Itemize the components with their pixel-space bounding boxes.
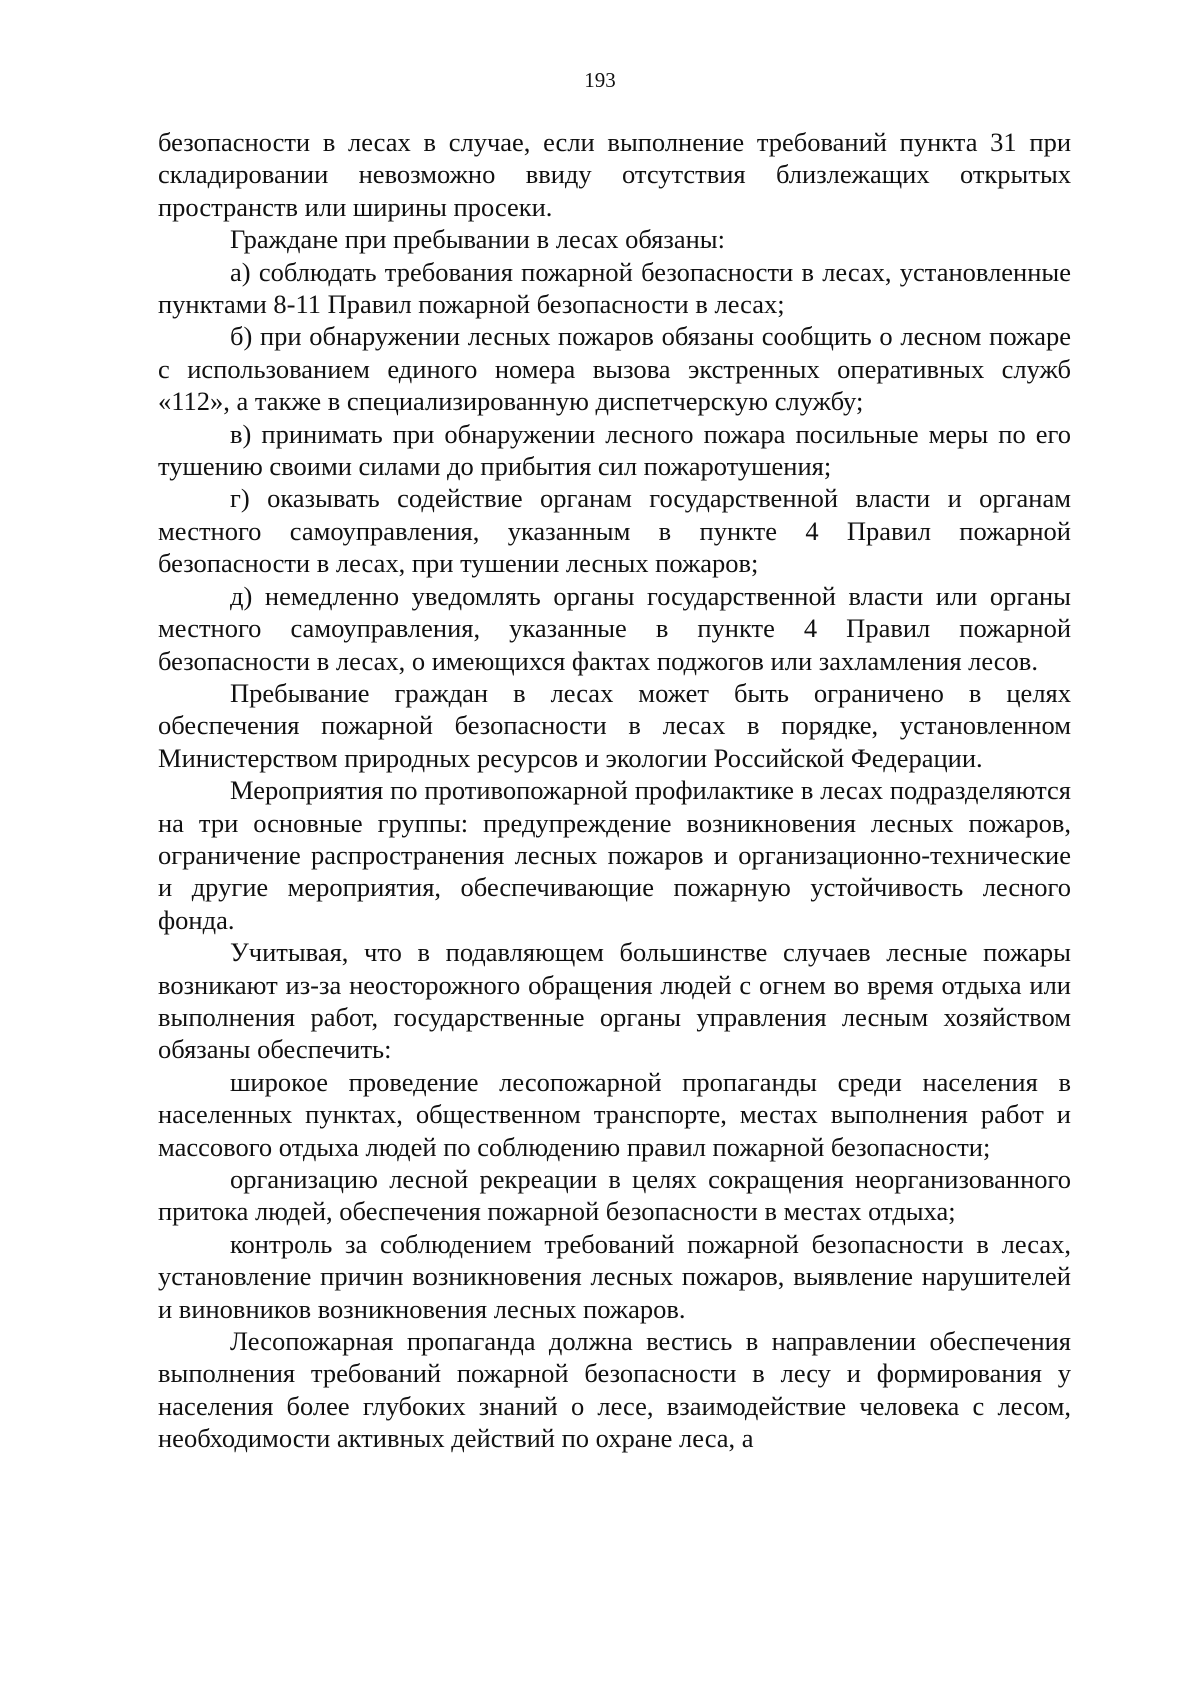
list-item-a: а) соблюдать требования пожарной безопасности в лесах, установленные пунктами 8-11 Правил пожарной безопасности в лесах; (158, 256, 1071, 320)
paragraph-citizens-duties-intro: Граждане при пребывании в лесах обязаны: (230, 224, 725, 255)
paragraph-propaganda: широкое проведение лесопожарной пропаганды среди населения в населенных пунктах, общественном транспорте, местах выполнения работ и массового отдыха людей по соблюдению правил пожарной безопасности; (158, 1066, 1071, 1162)
paragraph-prevention-groups: Мероприятия по противопожарной профилактике в лесах подразделяются на три основные группы: предупреждение возникновения лесных пожаров, ограничение распространения лесных пожаров и организационно-технические и другие мероприятия, обеспечивающие пожарную устойчивость лесного фонда. (158, 775, 1071, 935)
body-text (158, 126, 1071, 1455)
paragraph-propaganda-direction: Лесопожарная пропаганда должна вестись в направлении обеспечения выполнения требований пожарной безопасности в лесу и формирования у населения более глубоких знаний о лесе, взаимодействие человека с лесом, необходимости активных действий по охране леса, а (158, 1326, 1071, 1454)
list-item-v: в) принимать при обнаружении лесного пожара посильные меры по его тушению своими силами до прибытия сил пожаротушения; (158, 418, 1071, 482)
list-item-g: г) оказывать содействие органам государственной власти и органам местного самоуправления, указанным в пункте 4 Правил пожарной безопасности в лесах, при тушении лесных пожаров; (158, 483, 1071, 579)
page-number: 193 (584, 68, 616, 92)
paragraph-authorities-duties: Учитывая, что в подавляющем большинстве случаев лесные пожары возникают из-за неосторожного обращения людей с огнем во время отдыха или выполнения работ, государственные органы управления лесным хозяйством обязаны обеспечить: (158, 937, 1071, 1065)
list-item-d: д) немедленно уведомлять органы государственной власти или органы местного самоуправления, указанные в пункте 4 Правил пожарной безопасности в лесах, о имеющихся фактах поджогов или захламления лесов. (158, 580, 1071, 676)
paragraph-stay-restriction: Пребывание граждан в лесах может быть ограничено в целях обеспечения пожарной безопасности в лесах в порядке, установленном Министерством природных ресурсов и экологии Российской Федерации. (158, 677, 1071, 773)
paragraph-continuation: безопасности в лесах в случае, если выполнение требований пункта 31 при складировании невозможно ввиду отсутствия близлежащих открытых пространств или ширины просеки. (158, 127, 1071, 222)
paragraph-control: контроль за соблюдением требований пожарной безопасности в лесах, установление причин возникновения лесных пожаров, выявление нарушителей и виновников возникновения лесных пожаров. (158, 1228, 1071, 1324)
list-item-b: б) при обнаружении лесных пожаров обязаны сообщить о лесном пожаре с использованием единого номера вызова экстренных оперативных служб «112», а также в специализированную диспетчерскую службу; (158, 321, 1071, 417)
paragraph-recreation: организацию лесной рекреации в целях сокращения неорганизованного притока людей, обеспечения пожарной безопасности в местах отдыха; (158, 1164, 1071, 1227)
